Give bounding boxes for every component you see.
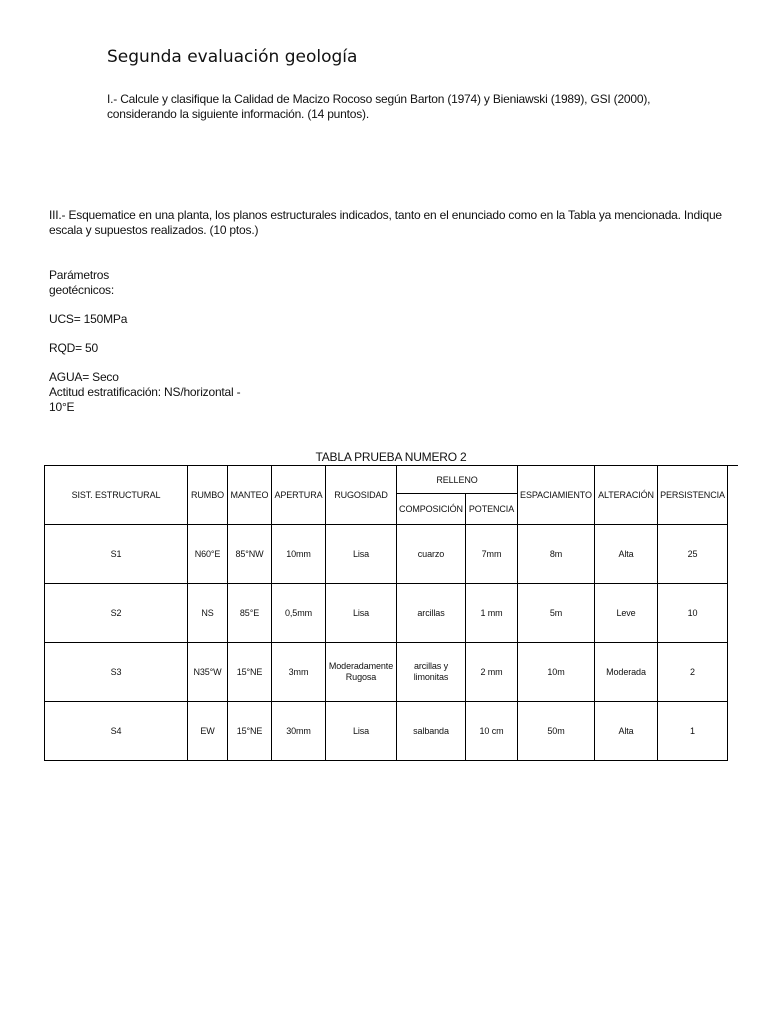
table-row bbox=[45, 584, 728, 643]
cell-sistema: S3 bbox=[45, 643, 188, 702]
cell-persistencia: 1 bbox=[658, 702, 728, 761]
cell-rugosidad: Lisa bbox=[326, 702, 397, 761]
cell-rumbo: EW bbox=[188, 702, 228, 761]
header-rugosidad: RUGOSIDAD bbox=[326, 466, 397, 525]
parameter-actitud: Actitud estratificación: NS/horizontal - 10°E bbox=[49, 385, 241, 414]
header-rumbo: RUMBO bbox=[188, 466, 228, 525]
cell-composicion: cuarzo bbox=[397, 525, 466, 584]
cell-composicion: arcillas y limonitas bbox=[397, 643, 466, 702]
cell-apertura: 10mm bbox=[272, 525, 326, 584]
cell-potencia: 1 mm bbox=[466, 584, 518, 643]
cell-apertura: 30mm bbox=[272, 702, 326, 761]
parameters-heading: Parámetros geotécnicos: bbox=[49, 268, 114, 297]
table-caption: TABLA PRUEBA NUMERO 2 bbox=[315, 450, 467, 464]
cell-espaciamiento: 50m bbox=[518, 702, 595, 761]
cell-manteo: 85°E bbox=[228, 584, 272, 643]
cell-sistema: S1 bbox=[45, 525, 188, 584]
cell-alteracion: Alta bbox=[595, 525, 658, 584]
cell-rugosidad: Lisa bbox=[326, 525, 397, 584]
cell-potencia: 2 mm bbox=[466, 643, 518, 702]
cell-sistema: S2 bbox=[45, 584, 188, 643]
cell-potencia: 7mm bbox=[466, 525, 518, 584]
cell-alteracion: Leve bbox=[595, 584, 658, 643]
page-title: Segunda evaluación geología bbox=[107, 47, 358, 67]
cell-composicion: salbanda bbox=[397, 702, 466, 761]
header-manteo: MANTEO bbox=[228, 466, 272, 525]
cell-persistencia: 10 bbox=[658, 584, 728, 643]
cell-alteracion: Moderada bbox=[595, 643, 658, 702]
cell-manteo: 85°NW bbox=[228, 525, 272, 584]
parameter-rqd: RQD= 50 bbox=[49, 341, 98, 355]
header-espaciamiento: ESPACIAMIENTO bbox=[518, 466, 595, 525]
cell-sistema: S4 bbox=[45, 702, 188, 761]
cell-rugosidad: Moderadamente Rugosa bbox=[326, 643, 397, 702]
table-row bbox=[45, 525, 728, 584]
cell-rumbo: N60°E bbox=[188, 525, 228, 584]
cell-rugosidad: Lisa bbox=[326, 584, 397, 643]
cell-espaciamiento: 10m bbox=[518, 643, 595, 702]
header-apertura: APERTURA bbox=[272, 466, 326, 525]
cell-potencia: 10 cm bbox=[466, 702, 518, 761]
cell-apertura: 0,5mm bbox=[272, 584, 326, 643]
cell-composicion: arcillas bbox=[397, 584, 466, 643]
table-row bbox=[45, 702, 728, 761]
header-composicion: COMPOSICIÓN bbox=[397, 494, 466, 525]
parameters-block bbox=[49, 268, 309, 415]
cell-espaciamiento: 8m bbox=[518, 525, 595, 584]
header-alteracion: ALTERACIÓN bbox=[595, 466, 658, 525]
cell-persistencia: 2 bbox=[658, 643, 728, 702]
header-sistema: SIST. ESTRUCTURAL bbox=[45, 466, 188, 525]
cell-rumbo: N35°W bbox=[188, 643, 228, 702]
parameter-ucs: UCS= 150MPa bbox=[49, 312, 128, 326]
header-relleno: RELLENO bbox=[397, 466, 518, 494]
cell-apertura: 3mm bbox=[272, 643, 326, 702]
cell-manteo: 15°NE bbox=[228, 702, 272, 761]
structural-table bbox=[44, 465, 728, 761]
header-potencia: POTENCIA bbox=[466, 494, 518, 525]
question-1-text: I.- Calcule y clasifique la Calidad de Macizo Rocoso según Barton (1974) y Bieniawski (1989), GSI (2000), considerando la siguiente información. (14 puntos). bbox=[107, 92, 651, 121]
cell-rumbo: NS bbox=[188, 584, 228, 643]
parameter-agua: AGUA= Seco bbox=[49, 370, 119, 384]
cell-persistencia: 25 bbox=[658, 525, 728, 584]
cell-espaciamiento: 5m bbox=[518, 584, 595, 643]
table-row bbox=[45, 643, 728, 702]
cell-alteracion: Alta bbox=[595, 702, 658, 761]
question-3-text: III.- Esquematice en una planta, los planos estructurales indicados, tanto en el enunciado como en la Tabla ya mencionada. Indique escala y supuestos realizados. (10 ptos.) bbox=[49, 208, 722, 237]
cell-manteo: 15°NE bbox=[228, 643, 272, 702]
header-persistencia: PERSISTENCIA bbox=[658, 466, 728, 525]
